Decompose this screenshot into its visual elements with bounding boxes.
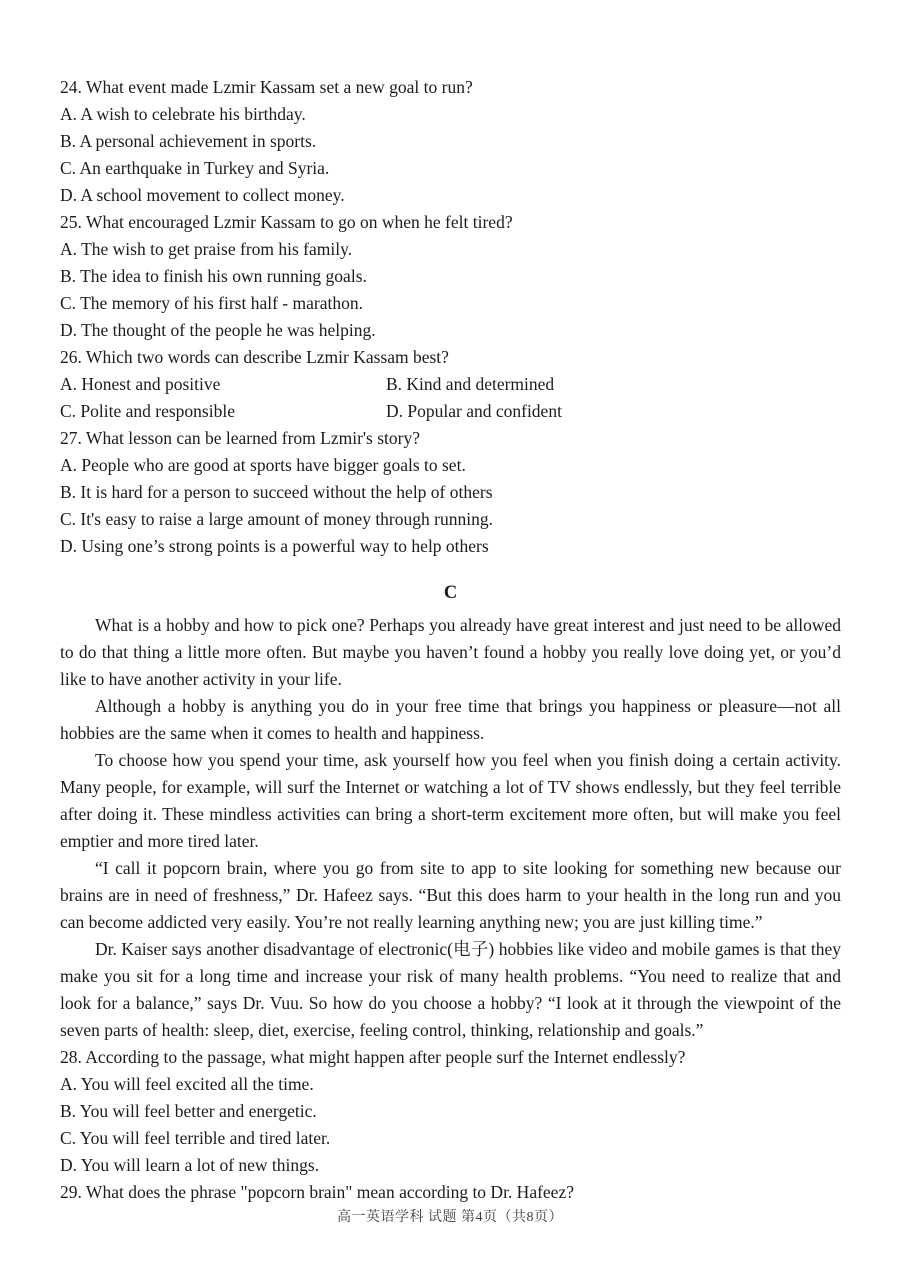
question-stem: 27. What lesson can be learned from Lzmir's story? [60, 428, 421, 448]
question-stem: 25. What encouraged Lzmir Kassam to go on when he felt tired? [60, 212, 513, 232]
page-footer: 高一英语学科 试题 第4页（共8页） [337, 1210, 563, 1225]
question-option: D. Popular and confident [386, 401, 562, 421]
question-option: B. The idea to finish his own running goals. [60, 266, 367, 286]
question-option: B. It is hard for a person to succeed without the help of others [60, 482, 493, 502]
passage-paragraph: To choose how you spend your time, ask yourself how you feel when you finish doing a certain activity. Many people, for example, will surf the Internet or watching a lot of TV shows endlessly, but they feel terrible after doing it. These mindless activities can bring a short-term excitement more often, but will make you feel emptier and more tired later. [60, 750, 841, 851]
question-option-row [60, 371, 841, 398]
question-option: C. The memory of his first half - marathon. [60, 293, 363, 313]
question-option: D. A school movement to collect money. [60, 185, 345, 205]
question-option: D. You will learn a lot of new things. [60, 1155, 320, 1175]
question-option: A. The wish to get praise from his family. [60, 239, 353, 259]
question-option-row [60, 398, 841, 425]
question-option: A. You will feel excited all the time. [60, 1074, 314, 1094]
question-option: C. It's easy to raise a large amount of money through running. [60, 509, 493, 529]
question-option: B. Kind and determined [386, 374, 555, 394]
section-label: C [443, 583, 458, 603]
question-29 [60, 1179, 841, 1206]
question-26 [60, 344, 841, 425]
question-stem: 29. What does the phrase "popcorn brain" mean according to Dr. Hafeez? [60, 1182, 574, 1202]
question-option: D. The thought of the people he was helping. [60, 320, 376, 340]
question-option: D. Using one’s strong points is a powerful way to help others [60, 536, 489, 556]
question-stem: 26. Which two words can describe Lzmir Kassam best? [60, 347, 449, 367]
page-content [60, 74, 841, 1206]
question-25 [60, 209, 841, 344]
question-24 [60, 74, 841, 209]
question-option: C. You will feel terrible and tired later. [60, 1128, 331, 1148]
passage-paragraph: What is a hobby and how to pick one? Perhaps you already have great interest and just need to be allowed to do that thing a little more often. But maybe you haven’t found a hobby you really love doing yet, or you’d like to have another activity in your life. [60, 615, 841, 689]
question-option: A. A wish to celebrate his birthday. [60, 104, 306, 124]
question-27 [60, 425, 841, 560]
question-option: C. An earthquake in Turkey and Syria. [60, 158, 330, 178]
question-stem: 28. According to the passage, what might happen after people surf the Internet endlessly? [60, 1047, 686, 1067]
question-option: C. Polite and responsible [60, 401, 235, 421]
question-option: B. You will feel better and energetic. [60, 1101, 317, 1121]
question-option: A. Honest and positive [60, 374, 221, 394]
question-stem: 24. What event made Lzmir Kassam set a new goal to run? [60, 77, 473, 97]
question-option: A. People who are good at sports have bigger goals to set. [60, 455, 466, 475]
passage-paragraph: Although a hobby is anything you do in your free time that brings you happiness or pleasure—not all hobbies are the same when it comes to health and happiness. [60, 696, 841, 743]
question-option: B. A personal achievement in sports. [60, 131, 317, 151]
question-28 [60, 1044, 841, 1179]
passage-paragraph: “I call it popcorn brain, where you go from site to app to site looking for something new because our brains are in need of freshness,” Dr. Hafeez says. “But this does harm to your health in the long run and you can become addicted very easily. You’re not really learning anything new; you are just killing time.” [60, 858, 841, 932]
passage-paragraph: Dr. Kaiser says another disadvantage of electronic(电子) hobbies like video and mobile games is that they make you sit for a long time and increase your risk of many health problems. “You need to realize that and look for a balance,” says Dr. Vuu. So how do you choose a hobby? “I look at it through the viewpoint of the seven parts of health: sleep, diet, exercise, feeling control, thinking, relationship and goals.” [60, 939, 841, 1040]
